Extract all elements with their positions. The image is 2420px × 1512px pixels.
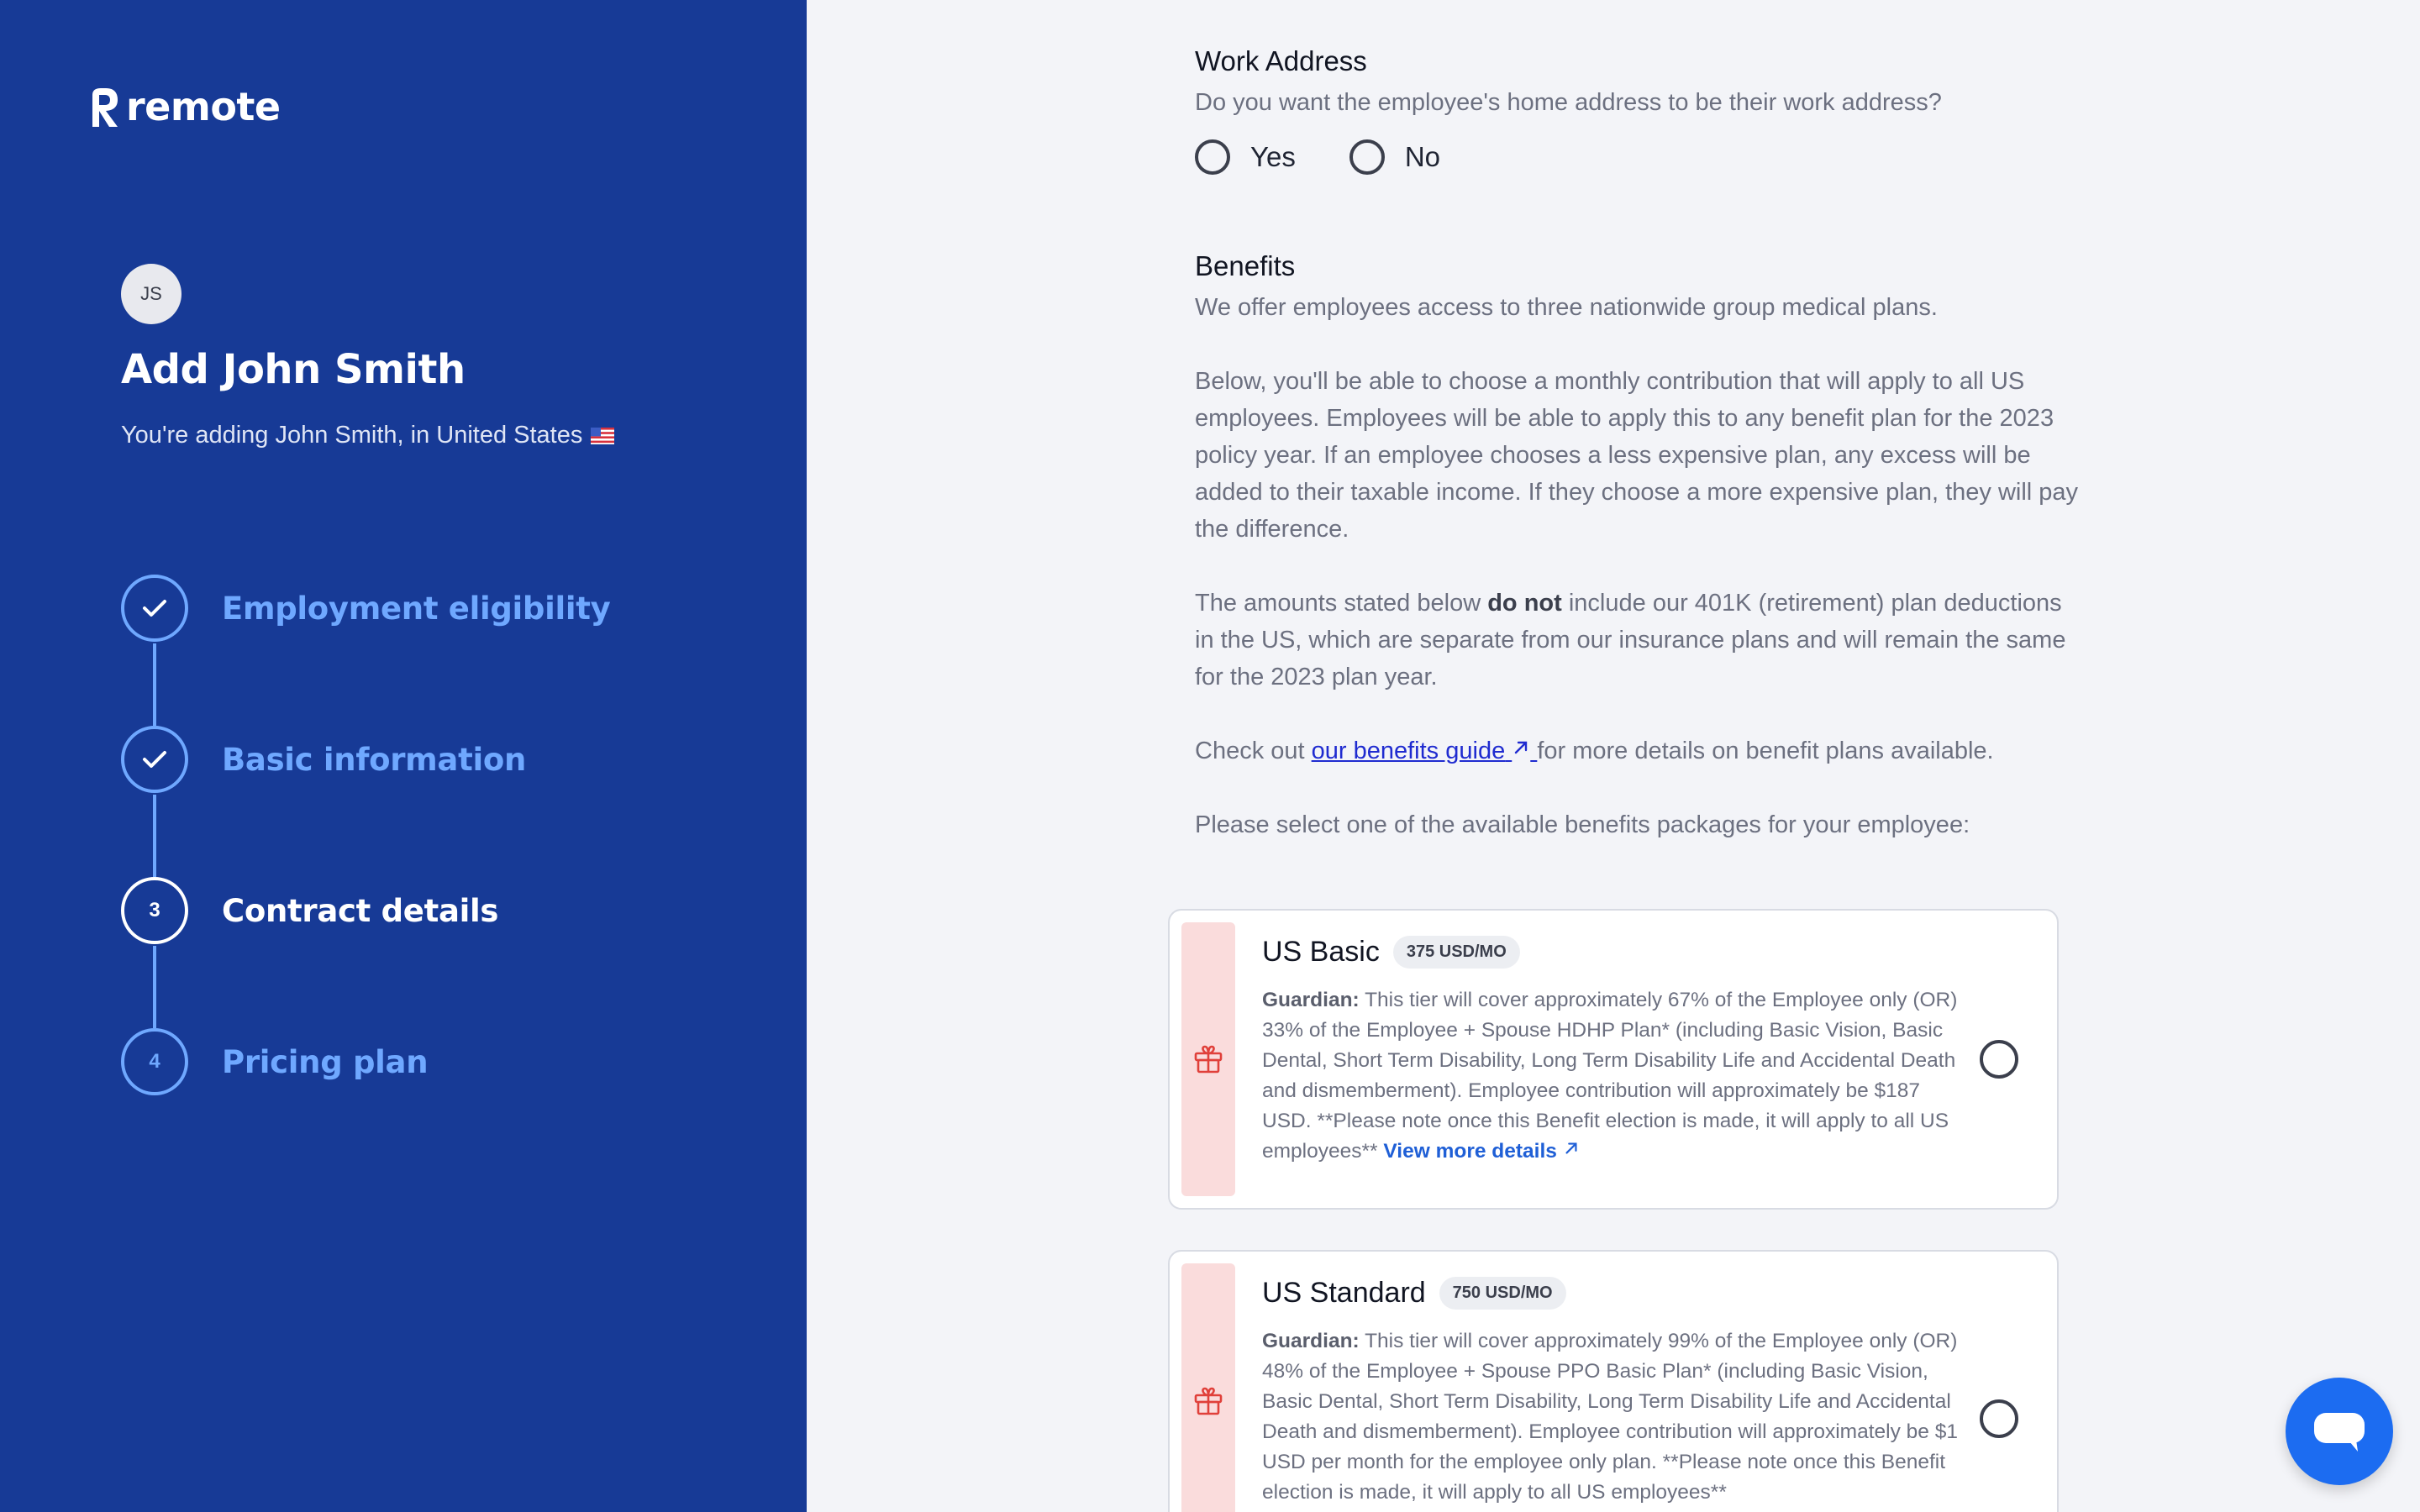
work-address-question: Do you want the employee's home address to be their work address? bbox=[1195, 89, 1942, 116]
avatar: JS bbox=[121, 264, 182, 324]
text-segment: The amounts stated below bbox=[1195, 590, 1481, 617]
benefits-401k-text bbox=[1195, 585, 2086, 696]
page-subtitle bbox=[121, 422, 614, 449]
radio-circle[interactable] bbox=[1195, 139, 1230, 175]
description-text: This tier will cover approximately 67% of the Employee only (OR) 33% of the Employee + Spouse HDHP Plan* (including Basic Vision, Basic Dental, Short Term Disability, Long Term Disability Life and Accidental Death and dismemberment). Employee contribution will approximately be $187 USD. **Please note once this Benefit election is made, it will apply to all US employees** bbox=[1262, 989, 1958, 1163]
benefits-guide-text bbox=[1195, 732, 2086, 769]
step-label: Employment eligibility bbox=[222, 590, 611, 627]
benefits-contribution-text: Below, you'll be able to choose a monthly contribution that will apply to all US employees. Employees will be able to apply this to any benefit plan for the 2023 policy year. If an employee chooses a less expensive plan, any excess will be added to their taxable income. If they choose a more expensive plan, they will pay the difference. bbox=[1195, 368, 2079, 543]
gift-icon bbox=[1192, 1385, 1224, 1417]
work-address-options bbox=[1195, 139, 2086, 175]
package-icon-strip bbox=[1181, 922, 1235, 1196]
link-text: View more details bbox=[1383, 1140, 1557, 1163]
main-content bbox=[807, 0, 2420, 1512]
radio-label: Yes bbox=[1250, 141, 1296, 172]
us-flag-icon bbox=[591, 428, 614, 444]
external-link-icon bbox=[1563, 1140, 1580, 1157]
package-card-us-basic[interactable] bbox=[1168, 909, 2059, 1210]
text-segment: include our 401K (retirement) plan deductions in the US, which are separate from our insurance plans and will remain the same for the 2023 plan year. bbox=[1195, 590, 2066, 690]
price-badge: 375 USD/MO bbox=[1393, 936, 1520, 969]
work-address-section bbox=[1195, 45, 2086, 175]
package-name: US Basic bbox=[1262, 936, 1380, 968]
price-badge: 750 USD/MO bbox=[1439, 1277, 1566, 1310]
package-radio[interactable] bbox=[1980, 1040, 2018, 1079]
step-label: Basic information bbox=[222, 741, 527, 778]
radio-no[interactable] bbox=[1349, 139, 1440, 175]
subtitle-text: You're adding John Smith, in United States bbox=[121, 422, 583, 449]
link-text: our benefits guide bbox=[1311, 738, 1506, 764]
step-connector bbox=[153, 946, 156, 1028]
radio-label: No bbox=[1404, 141, 1441, 172]
package-card-us-standard[interactable] bbox=[1168, 1250, 2059, 1512]
page-title: Add John Smith bbox=[121, 346, 466, 393]
step-connector bbox=[153, 643, 156, 726]
step-marker bbox=[121, 575, 188, 642]
check-icon bbox=[142, 598, 167, 618]
step-marker: 3 bbox=[121, 877, 188, 944]
work-address-heading: Work Address bbox=[1195, 45, 1367, 76]
step-basic-information[interactable] bbox=[121, 726, 709, 793]
text-segment: Check out bbox=[1195, 738, 1305, 764]
step-connector bbox=[153, 795, 156, 877]
radio-circle[interactable] bbox=[1349, 139, 1385, 175]
package-body bbox=[1262, 1277, 1960, 1508]
step-label: Pricing plan bbox=[222, 1043, 429, 1080]
step-employment-eligibility[interactable] bbox=[121, 575, 709, 642]
chat-icon bbox=[2312, 1408, 2366, 1455]
gift-icon bbox=[1192, 1043, 1224, 1075]
chat-launcher-button[interactable] bbox=[2286, 1378, 2393, 1485]
benefits-section bbox=[1195, 250, 2086, 843]
step-contract-details[interactable] bbox=[121, 877, 709, 944]
step-label: Contract details bbox=[222, 892, 499, 929]
external-link-icon bbox=[1512, 738, 1530, 757]
package-title-row bbox=[1262, 1277, 1960, 1310]
sidebar bbox=[0, 0, 807, 1512]
emphasis-text: do not bbox=[1487, 590, 1562, 617]
check-icon bbox=[142, 749, 167, 769]
radio-yes[interactable] bbox=[1195, 139, 1296, 175]
remote-logo[interactable] bbox=[87, 84, 281, 129]
logo-text: remote bbox=[126, 84, 281, 129]
package-name: US Standard bbox=[1262, 1277, 1426, 1309]
view-more-details-link[interactable] bbox=[1383, 1140, 1579, 1163]
step-marker bbox=[121, 726, 188, 793]
step-marker: 4 bbox=[121, 1028, 188, 1095]
benefits-intro: We offer employees access to three nationwide group medical plans. bbox=[1195, 294, 1938, 321]
benefits-select-prompt: Please select one of the available benefits packages for your employee: bbox=[1195, 811, 1970, 838]
provider-label: Guardian: bbox=[1262, 1330, 1360, 1352]
description-text: This tier will cover approximately 99% of the Employee only (OR) 48% of the Employee + Spouse PPO Basic Plan* (including Basic Vision, Basic Dental, Short Term Disability, Long Term Disability Life and Accidental Death and dismemberment). Employee contribution will approximately be $1 USD per month for the employee only plan. **Please note once this Benefit election is made, it will apply to all US employees** bbox=[1262, 1330, 1958, 1504]
package-description bbox=[1262, 1326, 1960, 1508]
text-segment: for more details on benefit plans available. bbox=[1537, 738, 1994, 764]
remote-logo-icon bbox=[87, 85, 121, 129]
package-radio[interactable] bbox=[1980, 1399, 2018, 1438]
benefits-guide-link[interactable] bbox=[1312, 738, 1538, 764]
package-description bbox=[1262, 985, 1960, 1167]
package-icon-strip bbox=[1181, 1263, 1235, 1512]
provider-label: Guardian: bbox=[1262, 989, 1360, 1011]
benefits-heading: Benefits bbox=[1195, 250, 1296, 281]
step-pricing-plan[interactable] bbox=[121, 1028, 709, 1095]
package-title-row bbox=[1262, 936, 1960, 969]
package-body bbox=[1262, 936, 1960, 1167]
